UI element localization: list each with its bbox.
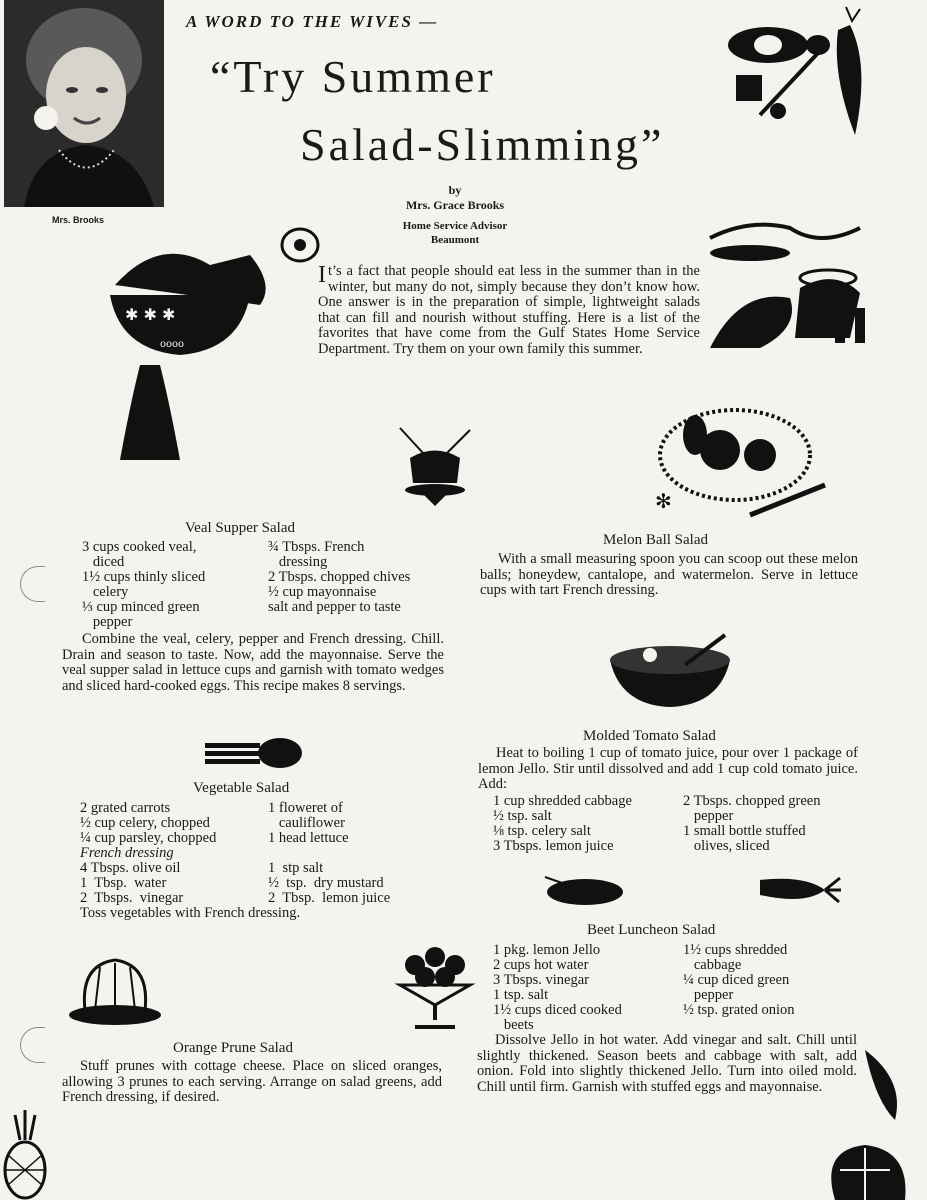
veal-method: Combine the veal, celery, pepper and French dressing. Chill. Drain and season to taste. Now, add the mayonnaise. Serve the veal supper salad in lettuce cups and garnish with tomato wedges and sliced hard-cooked eggs. This recipe makes 8 servings.: [62, 631, 444, 694]
svg-text:✻: ✻: [655, 489, 672, 513]
strawberry-compote-illustration: [395, 935, 475, 1030]
beet-ingredients-col2: 1½ cups shredded cabbage ¼ cup diced green pepper ½ tsp. grated onion: [683, 942, 795, 1018]
title-line-2: Salad-Slimming”: [300, 119, 665, 170]
beet-method: Dissolve Jello in hot water. Add vinegar and salt. Chill until slightly thickened. Season beets and cabbage with salt, add onion. Fold into slightly thickened Jello. Turn into oiled mold. Chill until firm. Garnish with stuffed eggs and mayonnaise.: [477, 1032, 857, 1095]
dressing-ingredients-col1: 4 Tbsps. olive oil 1 Tbsp. water 2 Tbsps. vinegar: [80, 860, 184, 906]
byline-location: Beaumont: [430, 234, 480, 246]
prune-salad-title: Orange Prune Salad: [173, 1040, 293, 1056]
intro-paragraph: [318, 264, 700, 357]
veal-ingredients-col2: ¾ Tbsps. French dressing 2 Tbsps. chopped chives ½ cup mayonnaise salt and pepper to taste: [268, 539, 411, 615]
title-line-1: “Try Summer: [210, 51, 496, 102]
byline-by: by: [448, 183, 462, 197]
veal-ingredients-col1: 3 cups cooked veal, diced 1½ cups thinly sliced celery ⅓ cup minced green pepper: [82, 539, 206, 630]
salad-servers-illustration: [605, 625, 735, 710]
vegetable-ingredients-col1: 2 grated carrots ½ cup celery, chopped ¼ cup parsley, chopped: [80, 800, 217, 846]
carrot-illustration: [755, 870, 845, 915]
prune-method: Stuff prunes with cottage cheese. Place on sliced oranges, allowing 3 prunes to each serving. Arrange on salad greens, add French dressing, if desired.: [62, 1058, 442, 1105]
fruit-bowl-illustration: [650, 400, 830, 525]
kicker-heading: A WORD TO THE WIVES —: [186, 12, 439, 31]
veal-salad-title: Veal Supper Salad: [185, 520, 295, 536]
intro-dropcap: I: [318, 262, 326, 288]
vegetable-ingredients-col2: 1 floweret of cauliflower 1 head lettuce: [268, 800, 349, 846]
dressing-ingredients-col2: 1 stp salt ½ tsp. dry mustard 2 Tbsp. lemon juice: [268, 860, 391, 906]
celery-bunch-illustration: [205, 735, 305, 770]
byline-author: Mrs. Grace Brooks: [405, 198, 505, 212]
byline-role: Home Service Advisor: [402, 220, 508, 232]
salad-bowl-illustration: [100, 225, 315, 465]
tomato-method: Heat to boiling 1 cup of tomato juice, pour over 1 package of lemon Jello. Stir until dissolved and add 1 cup cold tomato juice. Add:: [478, 745, 858, 792]
tomato-ingredients-col1: 1 cup shredded cabbage ½ tsp. salt ⅛ tsp. celery salt 3 Tbsps. lemon juice: [493, 793, 632, 854]
svg-text:✱ ✱ ✱: ✱ ✱ ✱: [125, 305, 176, 324]
pepper-and-pot-illustration: [700, 218, 880, 368]
pineapple-illustration: [0, 1110, 50, 1200]
melon-method: With a small measuring spoon you can scoop out these melon balls; honeydew, cantalope, and watermelon. Serve in lettuce cups with tart French dressing.: [480, 551, 858, 598]
french-dressing-subhead: French dressing: [80, 845, 174, 861]
beet-ingredients-col1: 1 pkg. lemon Jello 2 cups hot water 3 Tbsps. vinegar 1 tsp. salt 1½ cups diced cooked beets: [493, 942, 622, 1033]
ring-mold-illustration: [65, 955, 165, 1030]
author-photo: [4, 0, 164, 207]
vegetable-method: Toss vegetables with French dressing.: [80, 905, 301, 921]
melon-salad-title: Melon Ball Salad: [603, 532, 708, 548]
binder-hole-bottom: [20, 1027, 45, 1063]
vegetable-salad-title: Vegetable Salad: [193, 780, 290, 796]
beet-salad-title: Beet Luncheon Salad: [587, 922, 716, 938]
binder-hole-top: [20, 566, 45, 602]
svg-text:oooo: oooo: [160, 339, 185, 350]
tomato-salad-title: Molded Tomato Salad: [583, 728, 716, 744]
tomato-ingredients-col2: 2 Tbsps. chopped green pepper 1 small bottle stuffed olives, sliced: [683, 793, 821, 854]
grapes-illustration: [545, 872, 630, 912]
kitchen-utensils-illustration: [720, 5, 870, 145]
gelatin-dessert-illustration: [395, 428, 475, 508]
photo-caption: Mrs. Brooks: [52, 215, 105, 225]
intro-text: t’s a fact that people should eat less in the summer than in the winter, but many do not, simply because they don’t know how. One answer is in the preparation of simple, lightweight salads that can fill and nourish without stuffing. Here is a list of the favorites that have come from the Gulf States Home Service Department. Try them on your own family this summer.: [318, 263, 700, 357]
